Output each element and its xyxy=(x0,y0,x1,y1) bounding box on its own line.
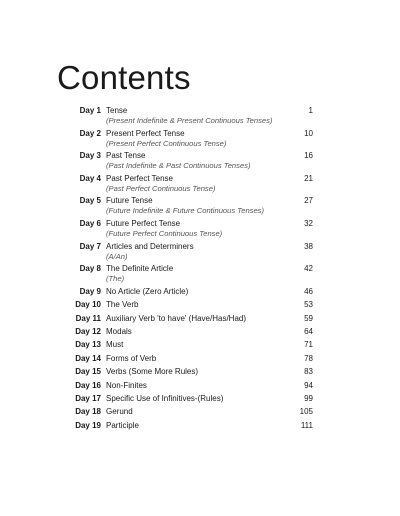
day-label: Day 16 xyxy=(75,380,101,390)
day-label: Day 9 xyxy=(79,286,101,296)
topic-title: Future Tense xyxy=(106,196,153,206)
topic-title: Future Perfect Tense xyxy=(106,219,181,228)
topic-subtitle: (Past Indefinite & Past Continuous Tenses) xyxy=(106,161,251,171)
day-label: Day 12 xyxy=(75,327,101,336)
topic-title: Modals xyxy=(106,327,132,336)
topic-subtitle: (Past Perfect Continuous Tense) xyxy=(106,183,216,193)
day-label: Day 14 xyxy=(75,353,101,363)
day-label: Day 10 xyxy=(75,300,101,310)
page-number: 78 xyxy=(304,353,313,363)
page-number: 59 xyxy=(304,313,313,323)
day-label: Day 3 xyxy=(79,151,101,161)
page-number: 21 xyxy=(304,173,313,183)
day-label: Day 4 xyxy=(79,173,101,183)
day-label: Day 18 xyxy=(75,407,101,417)
topic-subtitle: (Future Perfect Continuous Tense) xyxy=(106,229,223,238)
page-number: 38 xyxy=(304,241,313,251)
day-label: Day 6 xyxy=(79,219,101,228)
topic-title: Articles and Determiners xyxy=(106,241,194,251)
page-title: Contents xyxy=(57,59,191,96)
day-label: Day 11 xyxy=(75,313,101,323)
topic-title: Non-Finites xyxy=(106,380,147,390)
day-label: Day 15 xyxy=(75,367,101,377)
day-label: Day 13 xyxy=(75,340,101,350)
topic-title: The Definite Article xyxy=(106,264,174,274)
day-label: Day 8 xyxy=(79,264,101,274)
topic-title: Past Tense xyxy=(106,151,146,161)
page-number: 111 xyxy=(300,420,313,430)
topic-title: Must xyxy=(106,340,124,350)
day-label: Day 7 xyxy=(79,241,101,251)
page-number: 32 xyxy=(304,219,313,228)
topic-subtitle: (Present Perfect Continuous Tense) xyxy=(106,138,227,148)
day-label: Day 17 xyxy=(75,394,101,403)
topic-title: Past Perfect Tense xyxy=(106,173,173,183)
page-number: 42 xyxy=(304,264,313,274)
page-number: 16 xyxy=(304,151,313,161)
page-number: 46 xyxy=(304,286,313,296)
day-label: Day 19 xyxy=(75,420,101,430)
topic-title: The Verb xyxy=(106,300,139,310)
topic-title: Participle xyxy=(106,420,139,430)
topic-title: Tense xyxy=(106,106,128,115)
topic-title: Verbs (Some More Rules) xyxy=(106,367,199,377)
page-number: 10 xyxy=(304,128,313,138)
page-number: 94 xyxy=(304,380,313,390)
page-number: 64 xyxy=(304,327,313,336)
topic-subtitle: (The) xyxy=(106,274,125,284)
topic-title: Forms of Verb xyxy=(106,353,157,363)
day-label: Day 5 xyxy=(79,196,101,206)
day-label: Day 1 xyxy=(79,106,101,115)
page-number: 1 xyxy=(308,106,313,115)
topic-subtitle: (Present Indefinite & Present Continuous Tenses) xyxy=(106,116,273,125)
topic-subtitle: (A/An) xyxy=(106,251,128,261)
topic-title: Specific Use of Infinitives-(Rules) xyxy=(106,394,224,403)
topic-title: Gerund xyxy=(106,407,133,417)
page-number: 105 xyxy=(299,407,313,417)
topic-subtitle: (Future Indefinite & Future Continuous Tenses) xyxy=(106,206,265,216)
topic-title: Present Perfect Tense xyxy=(106,128,185,138)
day-label: Day 2 xyxy=(79,128,101,138)
page-number: 53 xyxy=(304,300,313,310)
page-number: 27 xyxy=(304,196,313,206)
page-number: 99 xyxy=(304,394,313,403)
topic-title: No Article (Zero Article) xyxy=(106,286,189,296)
topic-title: Auxiliary Verb 'to have' (Have/Has/Had) xyxy=(106,313,247,323)
page-number: 83 xyxy=(304,367,313,377)
page-number: 71 xyxy=(304,340,313,350)
